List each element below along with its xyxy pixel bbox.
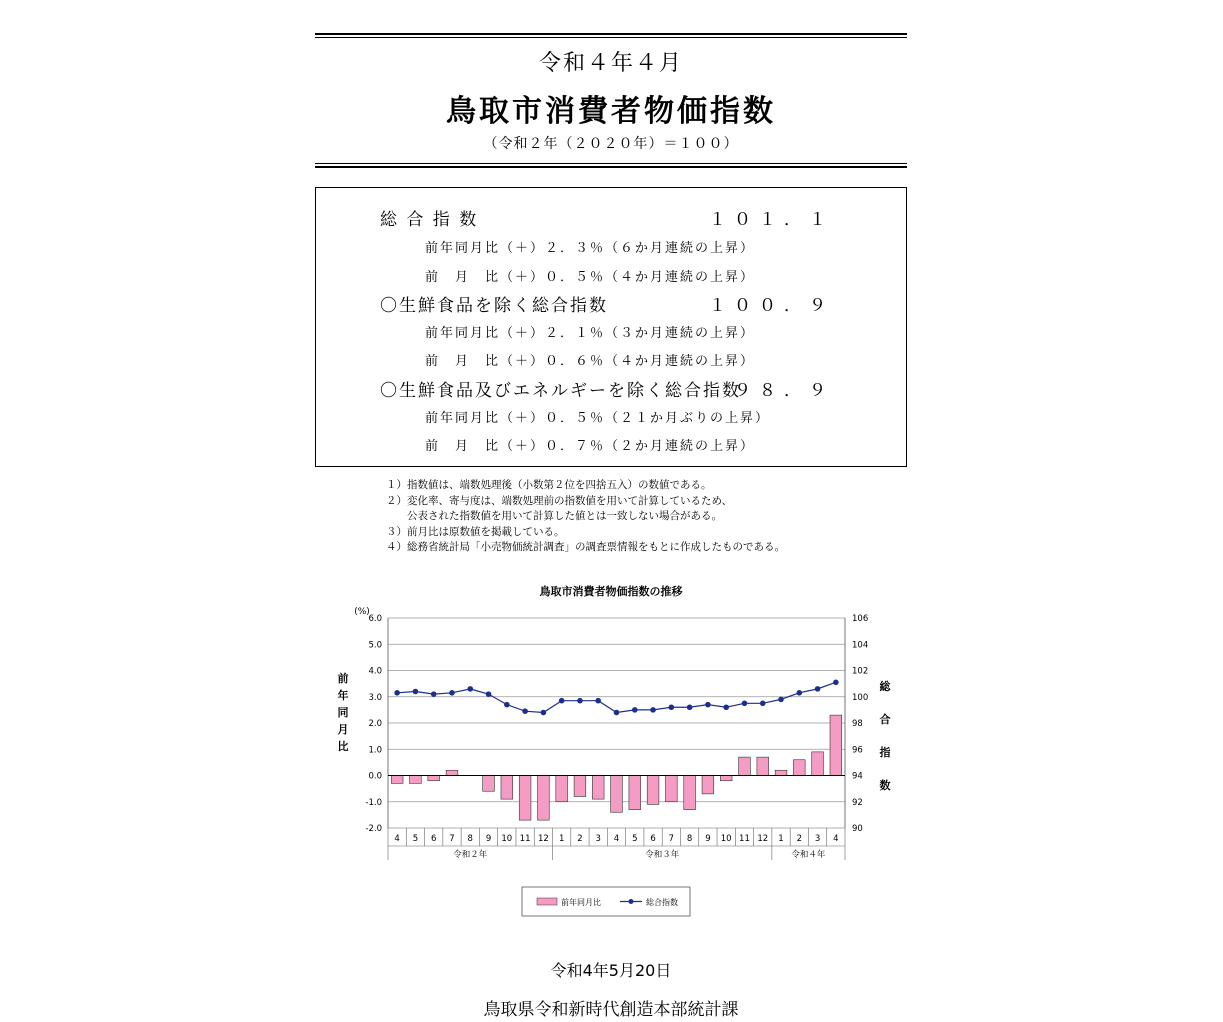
left-tick-label: 6.0 xyxy=(368,614,382,624)
category-label: 7 xyxy=(668,834,675,844)
index-point xyxy=(833,680,839,686)
bar xyxy=(556,776,568,802)
index-point xyxy=(413,689,419,695)
bar xyxy=(538,776,550,821)
base-year-note: （令和２年（２０２０年）＝１００） xyxy=(483,136,739,152)
bar xyxy=(629,776,641,810)
category-label: 4 xyxy=(613,834,620,844)
index-point xyxy=(595,698,601,704)
bar xyxy=(720,776,732,781)
bar xyxy=(519,776,531,821)
right-tick-label: 94 xyxy=(852,771,863,782)
bar xyxy=(501,776,513,800)
left-axis-label xyxy=(338,671,349,753)
left-axis-char: 前 xyxy=(337,672,349,685)
category-label: 9 xyxy=(705,834,711,844)
category-label: 11 xyxy=(519,834,531,844)
report-period: 令和４年４月 xyxy=(538,51,683,76)
bar xyxy=(428,776,440,781)
summary-yoy-total: 前年同月比（＋）２．３％（６か月連続の上昇） xyxy=(425,241,756,256)
header-rule-top-thick xyxy=(315,33,907,35)
line-series-index xyxy=(394,680,838,716)
bar xyxy=(775,770,787,775)
chart-axes xyxy=(365,614,868,860)
index-point xyxy=(778,697,784,703)
summary-mom-core: 前 月 比（＋）０．６％（４か月連続の上昇） xyxy=(425,354,756,369)
category-label: 4 xyxy=(394,834,400,844)
publish-date: 令和4年5月20日 xyxy=(550,961,672,980)
right-tick-label: 100 xyxy=(852,692,869,703)
footnote: １）指数値は、端数処理後（小数第２位を四捨五入）の数値である。 xyxy=(386,479,712,491)
index-point xyxy=(467,686,473,692)
summary-label-core: 〇生鮮食品を除く総合指数 xyxy=(380,296,608,316)
category-label: 3 xyxy=(814,834,821,844)
footnote: ３）前月比は原数値を掲載している。 xyxy=(386,525,565,538)
summary-value-total: １０１．１ xyxy=(709,210,834,230)
legend-line-marker xyxy=(629,899,634,904)
bar xyxy=(702,776,714,794)
left-tick-label: 5.0 xyxy=(368,640,382,651)
summary-mom-core-core: 前 月 比（＋）０．７％（２か月連続の上昇） xyxy=(425,439,756,454)
summary-yoy-core-core: 前年同月比（＋）０．５％（２１か月ぶりの上昇） xyxy=(425,411,771,426)
left-tick-label: 2.0 xyxy=(368,719,382,729)
right-axis-char: 数 xyxy=(879,779,891,792)
year-label: 令和３年 xyxy=(645,850,680,860)
category-label: 6 xyxy=(650,834,656,844)
footnote: ２）変化率、寄与度は、端数処理前の指数値を用いて計算しているため、 xyxy=(386,494,733,507)
index-point xyxy=(815,686,821,692)
index-point xyxy=(742,701,748,707)
header-rule-bottom-thick xyxy=(315,166,907,168)
category-label: 3 xyxy=(595,834,601,844)
index-point xyxy=(559,698,565,704)
bar xyxy=(739,757,751,775)
bar xyxy=(574,776,586,797)
category-label: 1 xyxy=(778,834,784,844)
chart-legend xyxy=(522,887,690,916)
category-label: 5 xyxy=(412,834,419,844)
summary-yoy-core: 前年同月比（＋）２．１％（３か月連続の上昇） xyxy=(425,326,756,341)
category-label: 10 xyxy=(501,834,513,844)
left-axis-char: 同 xyxy=(337,706,349,719)
left-axis-unit: (%) xyxy=(354,607,370,617)
right-axis-char: 指 xyxy=(879,746,891,759)
category-label: 8 xyxy=(686,834,693,844)
left-axis-char: 月 xyxy=(337,723,349,736)
left-tick-label: -1.0 xyxy=(365,797,382,808)
category-label: 11 xyxy=(739,834,750,844)
index-point xyxy=(394,690,400,696)
summary-label-core-core: 〇生鮮食品及びエネルギーを除く総合指数 xyxy=(380,381,741,401)
chart-title: 鳥取市消費者物価指数の推移 xyxy=(539,585,683,598)
left-axis-char: 比 xyxy=(337,740,349,753)
index-point xyxy=(723,704,729,710)
bar xyxy=(684,776,696,810)
right-tick-label: 90 xyxy=(852,824,863,834)
legend-bar-swatch xyxy=(537,898,557,905)
category-label: 12 xyxy=(537,834,549,844)
year-label: 令和２年 xyxy=(453,850,488,860)
cpi-trend-chart xyxy=(315,580,907,925)
index-point xyxy=(669,704,675,710)
index-point xyxy=(705,702,711,708)
left-tick-label: 3.0 xyxy=(368,692,382,703)
index-point xyxy=(687,704,693,710)
index-point xyxy=(431,691,437,697)
category-label: 1 xyxy=(558,834,565,844)
right-tick-label: 98 xyxy=(852,719,863,729)
year-label: 令和４年 xyxy=(791,850,826,860)
summary-value-core-core: ９８．９ xyxy=(734,381,834,401)
publisher: 鳥取県令和新時代創造本部統計課 xyxy=(483,1000,739,1020)
index-point xyxy=(650,707,656,713)
bar xyxy=(665,776,677,802)
summary-mom-total: 前 月 比（＋）０．５％（４か月連続の上昇） xyxy=(425,270,756,285)
index-point xyxy=(522,708,528,714)
category-label: 9 xyxy=(485,834,492,844)
page-title: 鳥取市消費者物価指数 xyxy=(446,94,776,129)
left-tick-label: 1.0 xyxy=(368,745,382,756)
summary-box xyxy=(315,187,907,467)
header-rule-top-thin xyxy=(315,37,907,38)
bar xyxy=(483,776,495,792)
right-axis-char: 総 xyxy=(879,680,891,693)
index-point xyxy=(541,710,547,716)
bar xyxy=(757,757,769,775)
category-label: 8 xyxy=(467,834,473,844)
left-tick-label: -2.0 xyxy=(365,824,382,834)
right-tick-label: 102 xyxy=(852,666,869,677)
legend-line-label: 総合指数 xyxy=(646,898,678,907)
index-point xyxy=(504,702,510,708)
right-axis-label xyxy=(880,679,892,792)
header-rule-bottom-thin xyxy=(315,163,907,164)
left-axis-char: 年 xyxy=(337,689,349,702)
category-label: 6 xyxy=(430,834,437,844)
right-axis-char: 合 xyxy=(879,713,891,726)
index-line xyxy=(397,682,836,712)
index-point xyxy=(632,707,638,713)
left-tick-label: 0.0 xyxy=(368,771,382,782)
bar xyxy=(592,776,604,800)
bar xyxy=(410,776,422,784)
bar xyxy=(391,776,403,784)
summary-value-core: １００．９ xyxy=(709,296,834,316)
category-label: 7 xyxy=(449,834,455,844)
bar xyxy=(647,776,659,805)
legend-bar-label: 前年同月比 xyxy=(561,898,601,907)
category-label: 10 xyxy=(720,834,732,844)
right-tick-label: 96 xyxy=(852,745,863,756)
right-tick-label: 92 xyxy=(852,797,863,808)
index-point xyxy=(797,690,803,696)
category-label: 2 xyxy=(577,834,583,844)
index-point xyxy=(760,701,766,707)
index-point xyxy=(486,691,492,697)
bar-series-yoy xyxy=(391,715,841,820)
bar xyxy=(793,760,805,776)
bar xyxy=(830,715,842,775)
category-label: 2 xyxy=(796,834,803,844)
category-label: 12 xyxy=(757,834,769,844)
footnote: 公表された指数値を用いて計算した値とは一致しない場合がある。 xyxy=(386,510,722,522)
summary-label-total: 総 合 指 数 xyxy=(380,210,479,230)
index-point xyxy=(614,710,620,716)
footnotes xyxy=(386,478,785,556)
left-tick-label: 4.0 xyxy=(368,666,382,677)
bar xyxy=(611,776,623,813)
index-point xyxy=(577,698,583,704)
bar xyxy=(812,752,824,776)
category-label: 4 xyxy=(833,834,839,844)
right-tick-label: 106 xyxy=(852,614,869,624)
right-tick-label: 104 xyxy=(852,640,869,651)
category-label: 5 xyxy=(632,834,638,844)
bar xyxy=(446,770,458,775)
footnote: ４）総務省統計局「小売物価統計調査」の調査票情報をもとに作成したものである。 xyxy=(386,541,785,553)
index-point xyxy=(449,690,455,696)
